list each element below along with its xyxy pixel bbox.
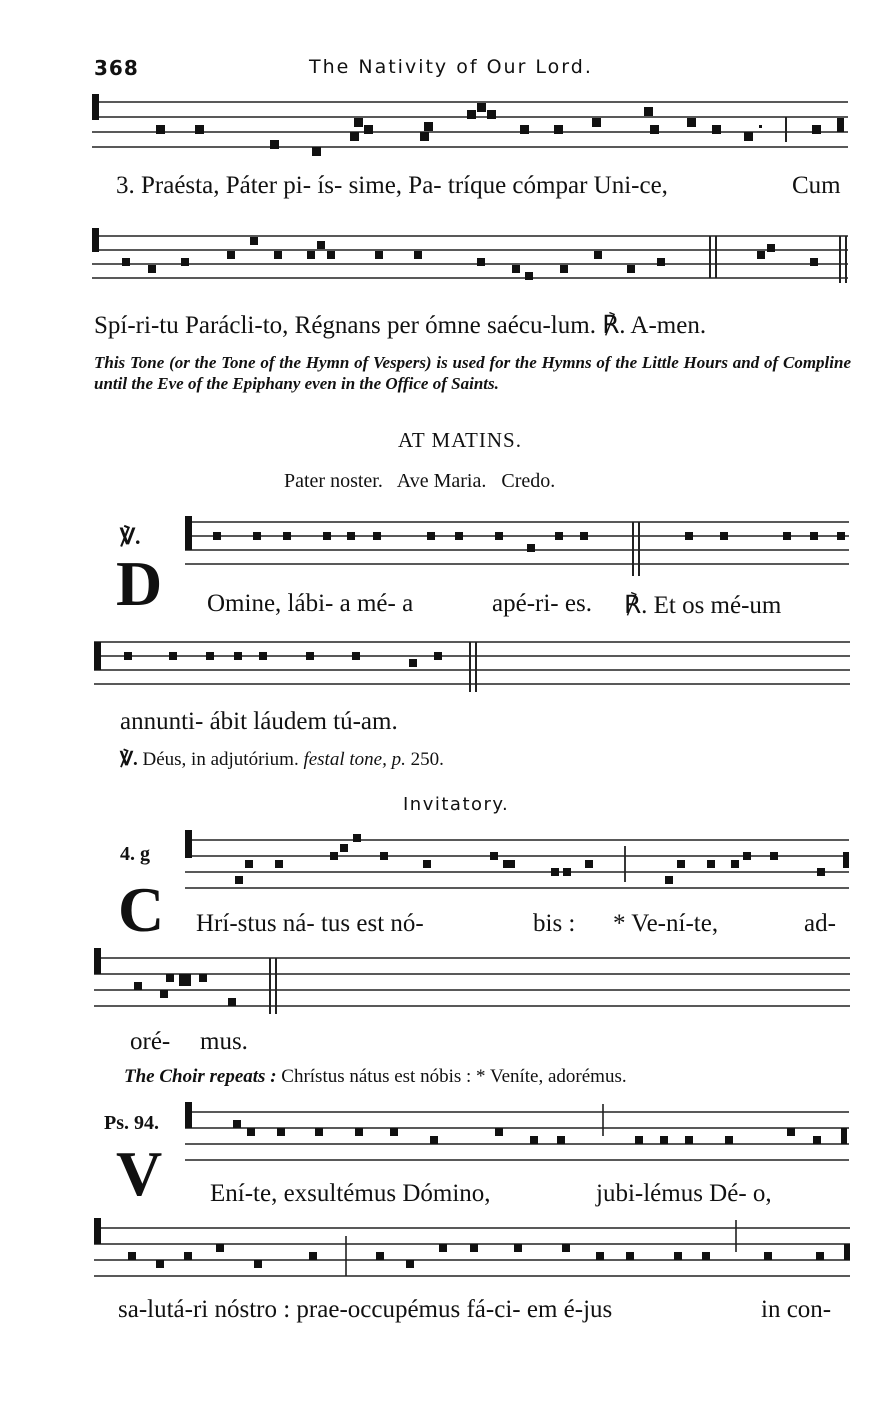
matins-lyric-1c: ℟. Et os mé-um bbox=[624, 592, 782, 619]
invitatory-lyric-1d: ad- bbox=[804, 910, 836, 937]
psalm-lyric-2a: sa-lutá-ri nóstro : prae-occupémus fá-ci- em é-jus bbox=[118, 1296, 613, 1323]
rubric-note: This Tone (or the Tone of the Hymn of Vespers) is used for the Hymns of the Little Hours and of Compline until the Eve of the Epiphany even in the Office of Saints. bbox=[94, 353, 851, 393]
section-heading-matins: AT MATINS. bbox=[398, 428, 522, 452]
invitatory-lyric-1b: bis : bbox=[533, 910, 576, 937]
music-staff-1 bbox=[92, 90, 852, 170]
music-staff-6 bbox=[94, 944, 854, 1024]
hymn-lyric-line-1: 3. Praésta, Páter pi- ís- sime, Pa- tríque cómpar Uni-ce, bbox=[116, 172, 668, 199]
prayers-line: Pater noster. Ave Maria. Credo. bbox=[284, 470, 556, 492]
deus-page: 250. bbox=[410, 749, 444, 770]
deus-italic: festal tone, p. bbox=[303, 749, 406, 770]
page-number: 368 bbox=[94, 56, 139, 80]
running-title: The Nativity of Our Lord. bbox=[309, 56, 593, 78]
matins-lyric-1b: apé-ri- es. bbox=[492, 590, 592, 617]
music-staff-2 bbox=[92, 228, 852, 308]
music-staff-4 bbox=[94, 636, 854, 696]
section-heading-invitatory: Invitatory. bbox=[403, 794, 510, 815]
choir-text: Chrístus nátus est nóbis : * Veníte, adorémus. bbox=[281, 1066, 627, 1087]
music-staff-7 bbox=[185, 1100, 853, 1170]
music-staff-3 bbox=[185, 516, 853, 576]
initial-letter-c: C bbox=[118, 874, 165, 945]
versicle-sign: ℣. bbox=[120, 524, 141, 549]
psalm-lyric-2b: in con- bbox=[761, 1296, 832, 1323]
matins-lyric-1: Omine, lábi- a mé- a bbox=[207, 590, 414, 617]
music-staff-8 bbox=[94, 1216, 854, 1286]
psalm-label: Ps. 94. bbox=[104, 1112, 159, 1134]
invitatory-lyric-1c: * Ve-ní-te, bbox=[613, 910, 719, 937]
deus-text: Déus, in adjutórium. bbox=[142, 749, 299, 770]
mode-label: 4. g bbox=[120, 843, 150, 865]
psalm-lyric-1b: jubi-lémus Dé- o, bbox=[596, 1180, 772, 1207]
psalm-lyric-1a: Ení-te, exsultémus Dómino, bbox=[210, 1180, 491, 1207]
choir-italic: The Choir repeats : bbox=[124, 1066, 277, 1087]
invitatory-lyric-2b: mus. bbox=[200, 1028, 248, 1055]
music-staff-5 bbox=[185, 826, 853, 906]
hymn-lyric-line-2: Spí-ri-tu Parácli-to, Régnans per ómne saécu-lum. ℟. A-men. bbox=[94, 312, 707, 339]
matins-lyric-2: annunti- ábit láudem tú-am. bbox=[120, 708, 398, 735]
choir-line bbox=[124, 1066, 627, 1088]
versicle-sign-2: ℣. bbox=[120, 749, 138, 770]
hymn-lyric-line-1-end: Cum bbox=[792, 172, 841, 199]
initial-letter-d: D bbox=[116, 548, 163, 619]
initial-letter-v: V bbox=[116, 1138, 163, 1209]
deus-line bbox=[120, 748, 444, 771]
invitatory-lyric-2a: oré- bbox=[130, 1028, 171, 1055]
invitatory-lyric-1a: Hrí-stus ná- tus est nó- bbox=[196, 910, 424, 937]
